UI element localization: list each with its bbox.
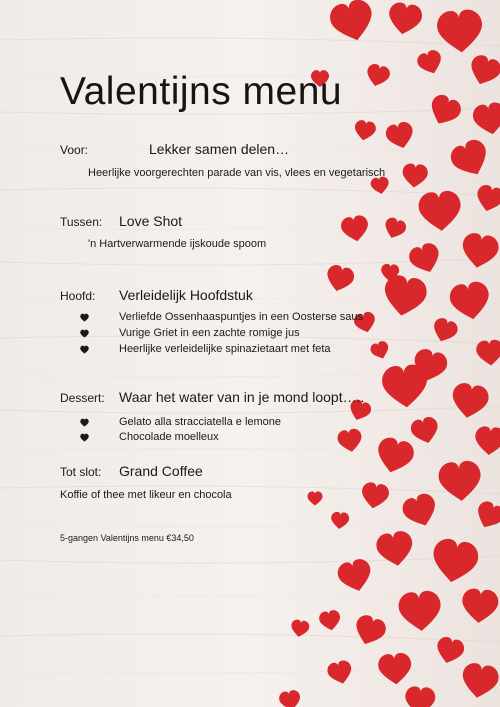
heart-bullet-icon <box>80 329 89 338</box>
course-item: 'n Hartverwarmende ijskoude spoom <box>88 238 267 250</box>
heart-bullet-icon <box>80 345 89 354</box>
course-heading-hoofd: Verleidelijk Hoofdstuk <box>119 287 253 303</box>
course-heading-tussen: Love Shot <box>119 213 183 229</box>
page-title: Valentijns menu <box>60 70 343 113</box>
course-heading-dessert: Waar het water van in je mond loopt….. <box>119 389 365 405</box>
course-item: Heerlijke verleidelijke spinazietaart met feta <box>119 343 331 355</box>
heart-bullet-icon <box>80 313 89 322</box>
course-label-voor: Voor: <box>60 143 89 157</box>
course-label-tussen: Tussen: <box>60 215 103 229</box>
course-item: Heerlijke voorgerechten parade van vis, vlees en vegetarisch <box>88 167 386 179</box>
course-label-hoofd: Hoofd: <box>60 289 96 303</box>
course-item: Koffie of thee met likeur en chocola <box>60 489 232 501</box>
price-line: 5-gangen Valentijns menu €34,50 <box>60 533 194 543</box>
course-heading-tot-slot: Grand Coffee <box>119 463 203 479</box>
course-label-tot-slot: Tot slot: <box>60 465 102 479</box>
course-item: Vurige Griet in een zachte romige jus <box>119 327 300 339</box>
course-item: Gelato alla stracciatella e lemone <box>119 416 282 428</box>
course-heading-voor: Lekker samen delen… <box>149 141 290 157</box>
course-item: Chocolade moelleux <box>119 431 219 443</box>
heart-bullet-icon <box>80 418 89 427</box>
course-item: Verliefde Ossenhaaspuntjes in een Oosterse saus <box>119 311 363 323</box>
course-label-dessert: Dessert: <box>60 391 105 405</box>
heart-bullet-icon <box>80 433 89 442</box>
